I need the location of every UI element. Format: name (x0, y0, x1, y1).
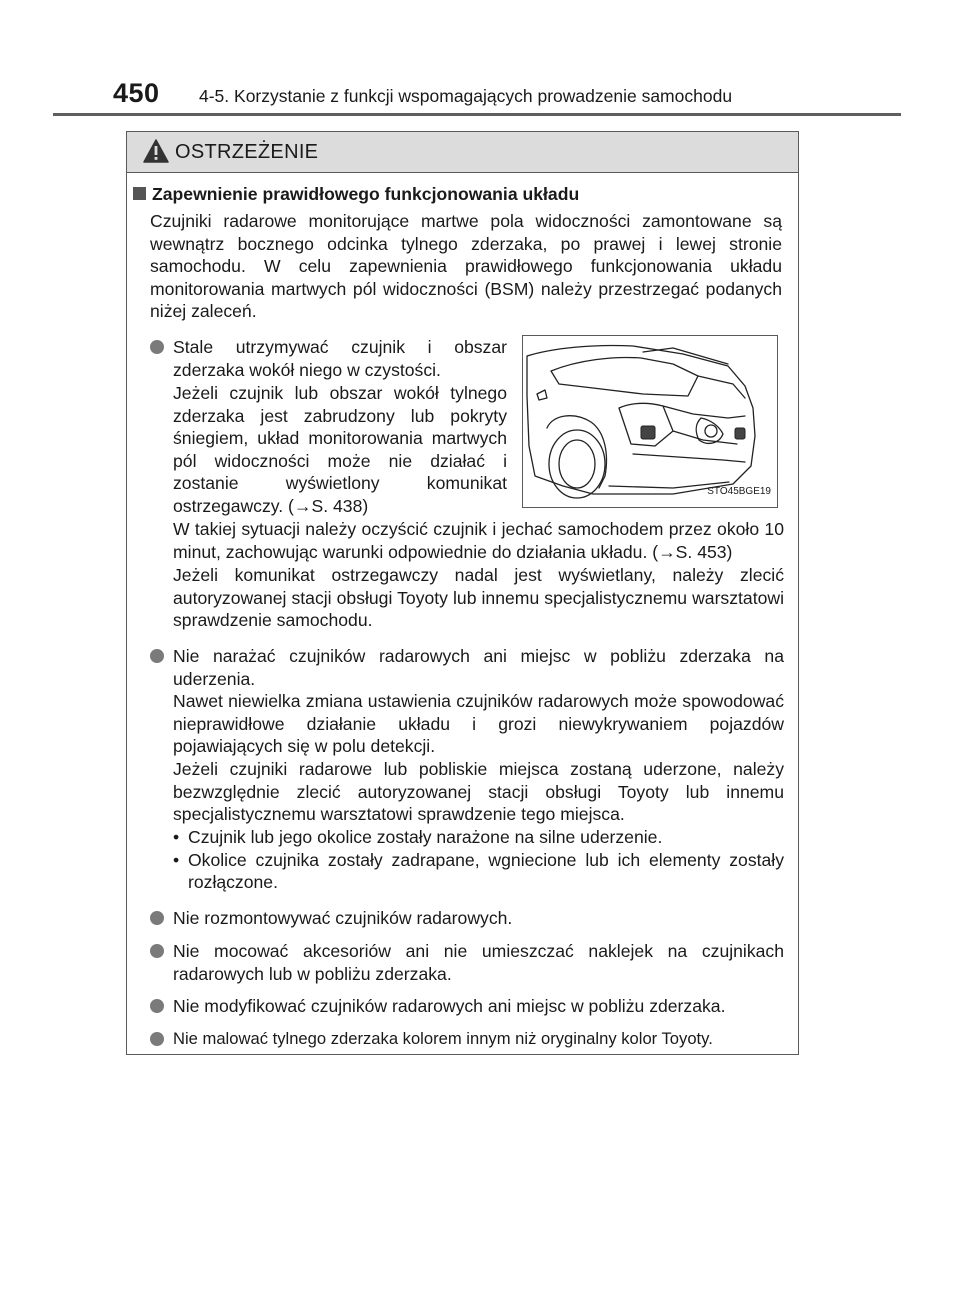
list-item-text: Nie malować tylnego zderzaka kolorem innym niż oryginalny kolor Toyoty. (173, 1029, 713, 1048)
header-rule (53, 113, 901, 116)
list-item-text: Jeżeli komunikat ostrzegawczy nadal jest wyświetlany, należy zlecić autoryzowanej stacji obsługi Toyoty lub innemu specjalistycznemu warsztatowi sprawdzenie samochodu. (173, 565, 784, 631)
bullet-dot-icon (150, 999, 164, 1013)
section-title: 4-5. Korzystanie z funkcji wspomagających prowadzenie samochodu (199, 86, 733, 106)
rear-bumper-sensor-illustration (522, 335, 778, 508)
bullet-dot-icon (150, 1032, 164, 1046)
list-item-text: W takiej sytuacji należy oczyścić czujnik i jechać samochodem przez około 10 minut, zachowując warunki odpowiednie do działania układu. (→S. 453) (173, 519, 784, 562)
list-item-text: Nawet niewielka zmiana ustawienia czujników radarowych może spowodować nieprawidłowe działanie układu i grozi niewykrywaniem pojazdów pojawiających się w polu detekcji. (173, 691, 784, 757)
sub-list-item: • Okolice czujnika zostały zadrapane, wgniecione lub ich elementy zostały rozłączone. (173, 849, 784, 893)
list-item-text: Stale utrzymywać czujnik i obszar zderzaka wokół niego w czystości. (173, 337, 507, 380)
intro-paragraph: Czujniki radarowe monitorujące martwe pola widoczności zamontowane są wewnątrz bocznego odcinka tylnego zderzaka, po prawej i lewej stronie samochodu. W celu zapewnienia prawidłowego funkcjonowania układu monitorowania martwych pól widoczności (BSM) należy przestrzegać podanych niżej zaleceń. (150, 211, 782, 322)
warning-box (126, 131, 799, 1055)
list-item-text: Nie rozmontowywać czujników radarowych. (173, 908, 513, 928)
square-bullet-icon (133, 187, 146, 200)
page-header (113, 78, 913, 108)
list-item-text: Jeżeli czujnik lub obszar wokół tylnego zderzaka jest zabrudzony lub pokryty śniegiem, układ monitorowania martwych pól widoczności może nie działać i zostanie wyświetlony komunikat ostrzegawczy. (→S. 438) (173, 383, 507, 516)
bullet-dot-icon (150, 911, 164, 925)
sub-list-item: • Czujnik lub jego okolice zostały narażone na silne uderzenie. (173, 827, 663, 847)
warning-header (127, 132, 798, 173)
warning-triangle-icon (143, 139, 169, 163)
list-item-text: Nie narażać czujników radarowych ani miejsc w pobliżu zderzaka na uderzenia. (173, 646, 784, 689)
warning-label: OSTRZEŻENIE (175, 141, 319, 163)
bullet-dot-icon (150, 340, 164, 354)
list-item-text: Nie mocować akcesoriów ani nie umieszczać naklejek na czujnikach radarowych lub w pobliżu zderzaka. (173, 941, 784, 984)
warning-heading: Zapewnienie prawidłowego funkcjonowania układu (133, 183, 579, 206)
list-item-text: Jeżeli czujniki radarowe lub pobliskie miejsca zostaną uderzone, należy bezwzględnie zlecić autoryzowanej stacji obsługi Toyoty lub innemu specjalistycznemu warsztatowi sprawdzenie tego miejsca. (173, 759, 784, 825)
bullet-dot-icon (150, 944, 164, 958)
page-number: 450 (113, 78, 160, 108)
list-item-text: Nie modyfikować czujników radarowych ani miejsc w pobliżu zderzaka. (173, 996, 726, 1016)
sub-list (173, 826, 784, 894)
figure-code: STO45BGE19 (707, 486, 771, 498)
bullet-dot-icon (150, 649, 164, 663)
